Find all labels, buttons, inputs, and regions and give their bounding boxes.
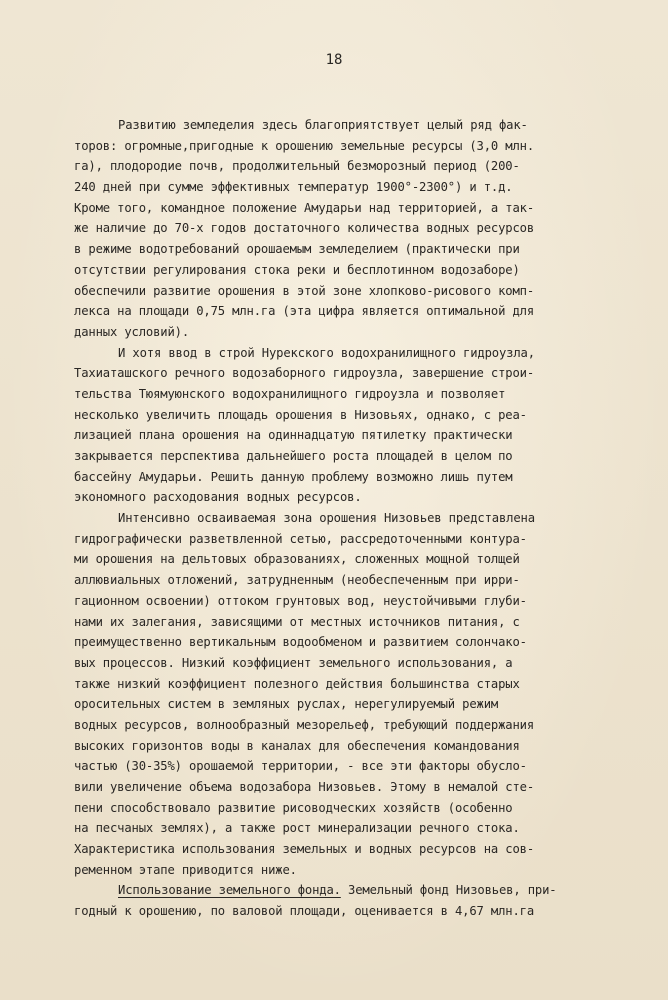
text-line: тельства Тюямуюнского водохранилищного гидроузла и позволяет: [74, 386, 506, 401]
body-text: [74, 115, 614, 922]
text-line: Кроме того, командное положение Амударьи над территорией, а так-: [74, 200, 534, 215]
text-line: закрывается перспектива дальнейшего роста площадей в целом по: [74, 449, 513, 463]
text-line: пени способствовало развитие рисоводческих хозяйств (особенно: [74, 800, 513, 815]
text-line: экономного расходования водных ресурсов.: [74, 490, 362, 505]
text-line: вых процессов. Низкий коэффициент земельного использования, а: [74, 655, 513, 670]
text-line: Характеристика использования земельных и водных ресурсов на сов-: [74, 842, 534, 857]
text-line: в режиме водотребований орошаемым земледелием (практически при: [74, 242, 520, 257]
section-heading: Использование земельного фонда.: [118, 883, 341, 898]
text-line: вили увеличение объема водозабора Низовьев. Этому в немалой сте-: [74, 780, 534, 794]
text-line: И хотя ввод в строй Нурекского водохранилищного гидроузла,: [118, 345, 535, 360]
text-line: же наличие до 70-х годов достаточного количества водных ресурсов: [74, 221, 534, 236]
text-line: обеспечили развитие орошения в этой зоне хлопково-рисового комп-: [74, 283, 534, 298]
text-line: частью (30-35%) орошаемой территории, - все эти факторы обусло-: [74, 759, 527, 774]
text-line: Развитию земледелия здесь благоприятствует целый ряд фак-: [118, 118, 528, 132]
text-line: также низкий коэффициент полезного действия большинства старых: [74, 676, 520, 691]
text-line: га), плодородие почв, продолжительный безморозный период (200-: [74, 159, 520, 174]
text-line: водных ресурсов, волнообразный мезорельеф, требующий поддержания: [74, 717, 534, 732]
section-heading-rest: Земельный фонд Низовьев, при-: [340, 883, 557, 898]
text-line: 240 дней при сумме эффективных температур 1900°-2300°) и т.д.: [74, 180, 513, 195]
text-line: торов: огромные,пригодные к орошению земельные ресурсы (3,0 млн.: [74, 138, 534, 153]
text-line: высоких горизонтов воды в каналах для обеспечения командования: [74, 738, 520, 753]
page-number: 18: [325, 52, 343, 68]
text-line: несколько увеличить площадь орошения в Низовьях, однако, с реа-: [74, 407, 527, 422]
text-line: преимущественно вертикальным водообменом и развитием солончако-: [74, 635, 527, 650]
text-line: отсутствии регулирования стока реки и бесплотинном водозаборе): [74, 262, 520, 277]
text-line: гидрографически разветвленной сетью, рассредоточенными контура-: [74, 531, 527, 546]
text-line: бассейну Амударьи. Решить данную проблему возможно лишь путем: [74, 469, 513, 484]
text-line: ременном этапе приводится ниже.: [74, 862, 297, 877]
text-line: годный к орошению, по валовой площади, оценивается в 4,67 млн.га: [74, 904, 534, 919]
text-line: аллювиальных отложений, затрудненным (необеспеченным при ирри-: [74, 573, 520, 588]
text-line: на песчаных землях), а также рост минерализации речного стока.: [74, 821, 520, 836]
text-line: Интенсивно осваиваемая зона орошения Низовьев представлена: [118, 511, 535, 526]
text-line: лекса на площади 0,75 млн.га (эта цифра является оптимальной для: [74, 304, 534, 319]
text-line: Тахиаташского речного водозаборного гидроузла, завершение строи-: [74, 366, 534, 381]
section-heading-line: [74, 880, 614, 901]
text-line: данных условий).: [74, 324, 189, 339]
text-line: ми орошения на дельтовых образованиях, сложенных мощной толщей: [74, 552, 520, 567]
text-line: лизацией плана орошения на одиннадцатую пятилетку практически: [74, 428, 513, 443]
text-line: гационном освоении) оттоком грунтовых вод, неустойчивыми глуби-: [74, 593, 527, 608]
text-line: нами их залегания, зависящими от местных источников питания, с: [74, 614, 520, 629]
text-line: оросительных систем в земляных руслах, нерегулируемый режим: [74, 697, 499, 712]
